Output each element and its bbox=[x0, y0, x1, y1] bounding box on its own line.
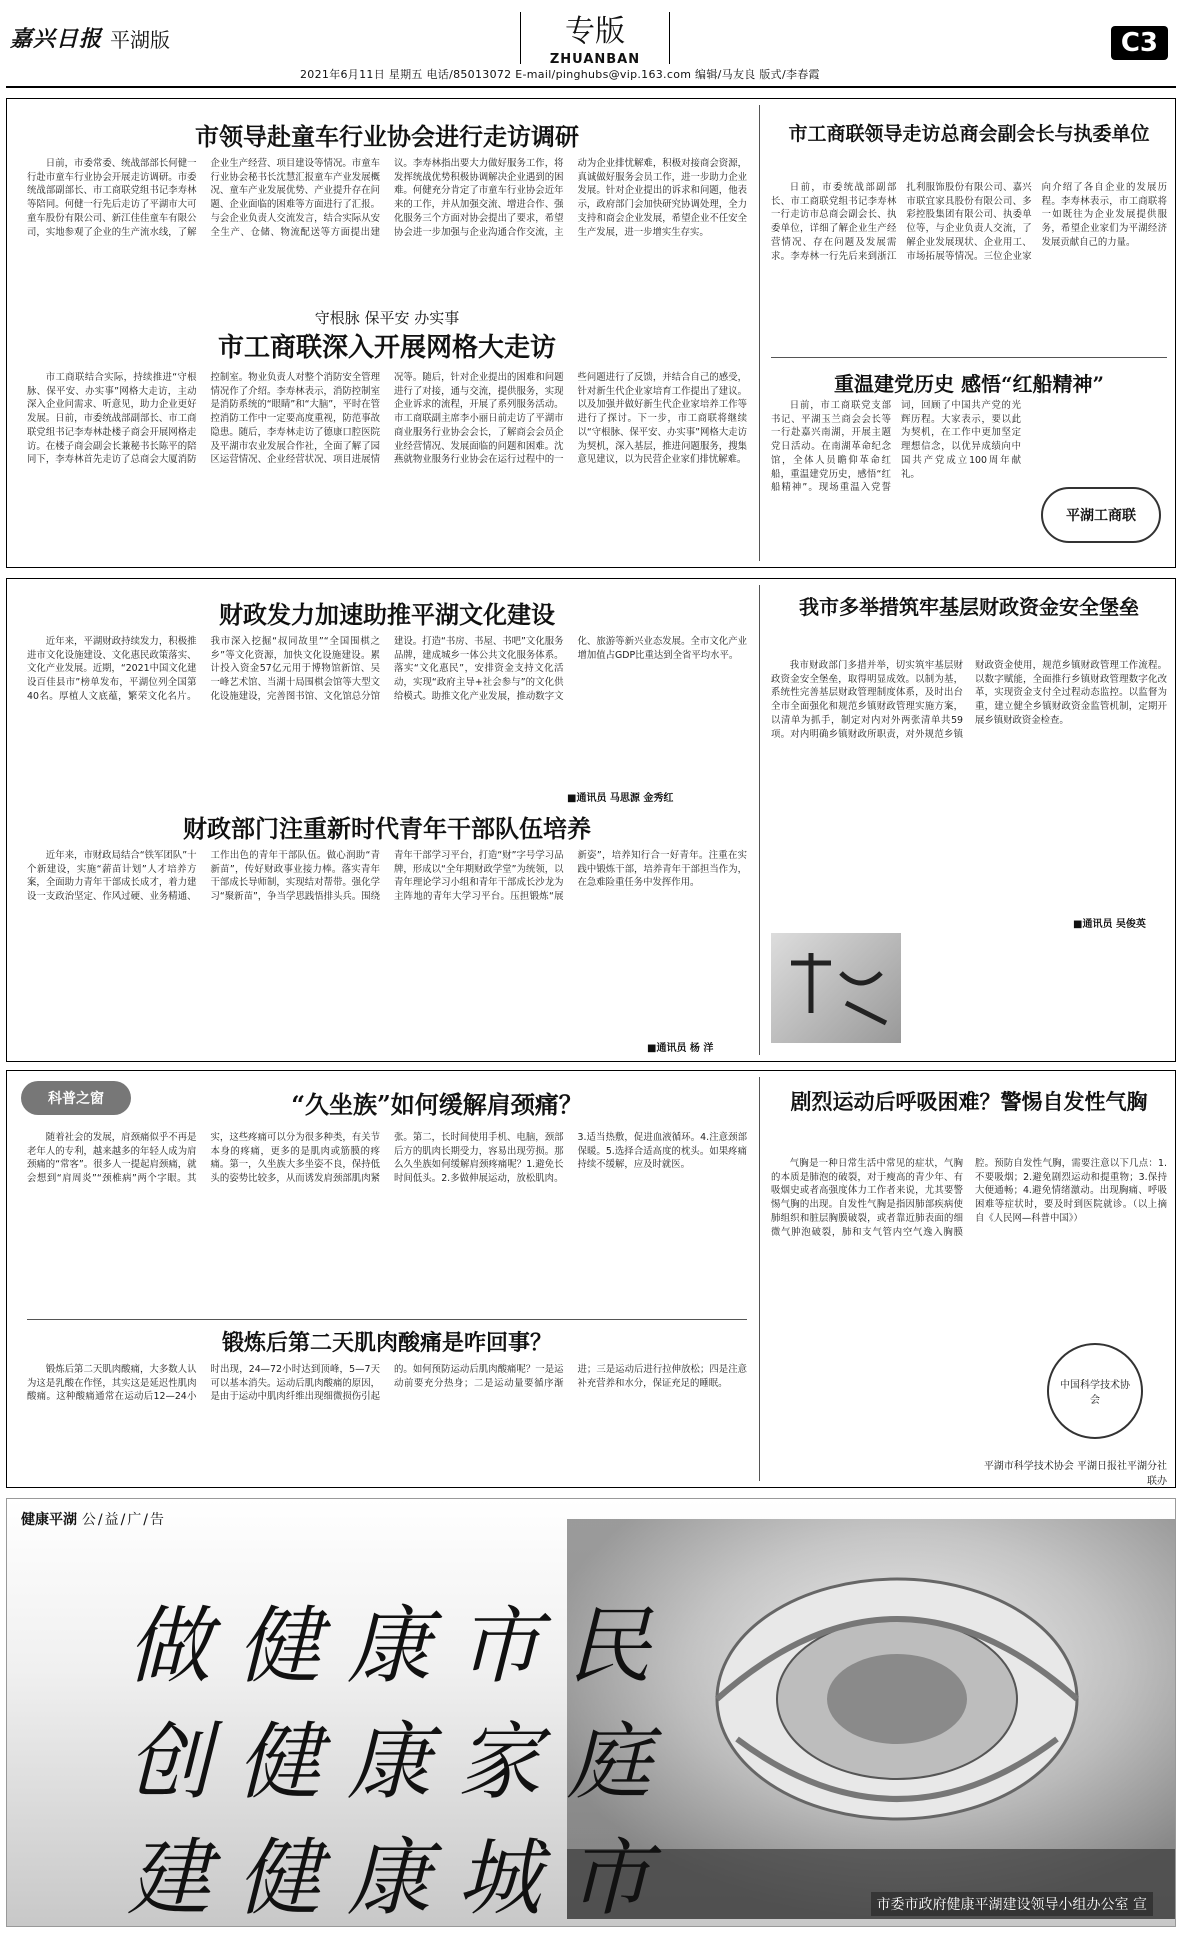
article-body: 近年来，平湖财政持续发力，积极推进市文化设施建设、文化惠民政策落实、文化产业发展。近期，“2021中国文化建设百佳县市”榜单发布，平湖位列全国第40名。厚植人文底蕴，繁荣文化名片。我市深入挖掘“叔同故里”“全国围棋之乡”等文化资源，加快文化设施建设。累计投入资金57亿元用于博物馆新馆、吴一峰艺术馆、当湖十局围棋会馆等大型文化设施建设，完善图书馆、文化馆总分馆建设。打造“书房、书屋、书吧”文化服务品牌，建成城乡一体公共文化服务体系。落实“文化惠民”，安排资金支持文化活动，实现“政府主导+社会参与”的文化供给模式。助推文化产业发展，推动数字文化、旅游等新兴业态发展。全市文化产业增加值占GDP比重达到全省平均水平。 bbox=[27, 636, 747, 702]
cast-logo-text: 中国科学技术协会 bbox=[1060, 1380, 1130, 1406]
headline-neck-pain: “久坐族”如何缓解肩颈痛？ bbox=[291, 1090, 583, 1119]
section-box-federation bbox=[6, 98, 1176, 568]
federation-logo bbox=[1041, 487, 1161, 543]
byline: ■通讯员 马思源 金秀红 bbox=[567, 793, 674, 804]
article-body: 日前，市工商联党支部书记、平湖玉兰商会会长等一行赴嘉兴南湖，开展主题党日活动。在南湖革命纪念馆，全体人员瞻仰革命红船，重温建党历史，感悟“红船精神”。现场重温入党誓词，回顾了中国共产党的光辉历程。大家表示，要以此为契机，在工作中更加坚定理想信念，以优异成绩向中国共产党成立100周年献礼。 bbox=[771, 400, 1021, 494]
headline-red-boat: 重温建党历史 感悟“红船精神” bbox=[771, 357, 1167, 397]
ad-label-sub: 公/益/广/告 bbox=[81, 1512, 167, 1528]
calligraphy-icon bbox=[771, 933, 901, 1043]
cast-logo bbox=[1047, 1343, 1143, 1439]
kicker: 守根脉 保平安 办实事 bbox=[314, 309, 460, 327]
column-divider bbox=[759, 105, 760, 561]
co-organizer-credit: 平湖市科学技术协会 平湖日报社平湖分社 联办 bbox=[983, 1461, 1167, 1487]
article-body: 市工商联结合实际，持续推进“守根脉、保平安、办实事”网格大走访，主动深入企业问需求、听意见，助力企业更好发展。日前，市委统战部副部长、市工商联党组书记李寿林赴楼子商会开展网格走访。在楼子商会副会长兼秘书长陈平的陪同下，李寿林首先走访了总商会大厦消防控制室。物业负责人对整个消防安全管理情况作了介绍。李寿林表示，消防控制室是消防系统的“眼睛”和“大脑”，平时在管控消防工作中一定要高度重视，防范事故隐患。随后，李寿林走访了德康口腔医院及平湖市农业发展合作社，全面了解了园区运营情况、企业经营状况、项目进展情况等。随后，针对企业提出的困难和问题进行了对接，通与交流，提供服务，实现企业诉求的流程，开展了系列服务活动。市工商联副主席李小丽日前走访了平湖市商业服务行业协会会长，了解商会会员企业经营情况、发展面临的问题和困难。沈燕就物业服务行业协会在运行过程中的一些问题进行了反馈，并结合自己的感受，针对新生代企业家培育工作提出了建议。以及加强并做好新生代企业家培养工作等进行了探讨。下一步，市工商联将继续以“守根脉、保平安、办实事”网格大走访为契机，深入基层，推进问题服务，搜集意见建议，以为民营企业家们排忧解难。 bbox=[27, 372, 747, 466]
section-box-finance bbox=[6, 578, 1176, 1062]
calligraphy-image bbox=[771, 933, 901, 1043]
article-body: 气胸是一种日常生活中常见的症状，气胸的本质是肺泡的破裂，对于瘦高的青少年、有吸烟史或者高强度体力工作者来说，尤其要警惕气胸的出现。自发性气胸是指因肺部疾病使肺组织和脏层胸膜破裂，或者靠近肺表面的细微气肿泡破裂，肺和支气管内空气逸入胸膜腔。预防自发性气胸，需要注意以下几点：1.不要吸烟；2.避免剧烈运动和提重物；3.保持大便通畅；4.避免情绪激动。出现胸痛、呼吸困难等症状时，要及时到医院就诊。（以上摘自《人民网—科普中国》） bbox=[771, 1158, 1167, 1238]
page-number: C3 bbox=[1111, 26, 1168, 60]
ad-footer: 市委市政府健康平湖建设领导小组办公室 宣 bbox=[871, 1892, 1153, 1916]
article-body: 随着社会的发展，肩颈痛似乎不再是老年人的专利，越来越多的年轻人成为肩颈痛的“常客”。很多人一提起肩颈痛，就会想到“肩周炎”“颈椎病”两个字眼。其实，这些疼痛可以分为很多种类，有关节本身的疼痛，更多的是肌肉或筋膜的疼痛。第一，久坐族大多坐姿不良，保持低头的姿势比较多，从而诱发肩颈部肌肉紧张。第二，长时间使用手机、电脑，颈部后方的肌肉长期受力，容易出现劳损。那么久坐族如何缓解肩颈疼痛呢？1.避免长时间低头。2.多做伸展运动，放松肌肉。3.适当热敷，促进血液循环。4.注意颈部保暖。5.选择合适高度的枕头。如果疼痛持续不缓解，应及时就医。 bbox=[27, 1132, 747, 1185]
headline-youth-cadre: 财政部门注重新时代青年干部队伍培养 bbox=[183, 814, 591, 843]
headline-muscle-soreness: 锻炼后第二天肌肉酸痛是咋回事？ bbox=[27, 1319, 747, 1357]
column-label bbox=[21, 1081, 131, 1115]
column-label-text: 科普之窗 bbox=[48, 1091, 104, 1107]
federation-logo-text: 平湖工商联 bbox=[1066, 508, 1136, 524]
section-header bbox=[520, 12, 670, 67]
slogan-line-1: 做健康市民 bbox=[127, 1597, 678, 1695]
headline-grid-visit: 市工商联深入开展网格大走访 bbox=[217, 333, 556, 363]
issue-meta: 2021年6月11日 星期五 电话/85013072 E-mail/pinghubs@vip.163.com 编辑/马友良 版式/李春霞 bbox=[300, 68, 820, 81]
article-body: 近年来，市财政局结合“铁军团队”十个新建设，实施“薪苗计划”人才培养方案，全面助力青年干部成长成才，着力建设一支政治坚定、作风过硬、业务精通、工作出色的青年干部队伍。做心润助“青新苗”，传好财政事业接力棒。落实青年干部成长导师制，实现结对帮带。强化学习“聚新苗”，争当学思践悟排头兵。围绕青年干部学习平台，打造“财”字号学习品牌，形成以“全年期财政学堂”为统领，以青年理论学习小组和青年干部成长沙龙为主阵地的青年大学习平台。压担锻炼“展新姿”，培养知行合一好青年。注重在实践中锻炼干部，培养青年干部担当作为，在急难险重任务中发挥作用。 bbox=[27, 850, 747, 903]
byline: ■通讯员 杨 洋 bbox=[647, 1043, 714, 1054]
article-body: 日前，市委统战部副部长、市工商联党组书记李寿林一行走访市总商会副会长、执委单位，详细了解企业生产经营情况、存在问题及发展需求。李寿林一行先后来到浙江扎利服饰股份有限公司、嘉兴市联宜家具股份有限公司、多彩控股集团有限公司、执委单位等，与企业负责人交流，了解企业发展现状、企业用工、市场拓展等情况。三位企业家向介绍了各自企业的发展历程。李寿林表示，市工商联将一如既往为企业发展提供服务，希望企业家们为平湖经济发展贡献自己的力量。 bbox=[771, 182, 1167, 262]
slogan-line-3: 建健康城市 bbox=[127, 1829, 678, 1927]
headline-fund-safety: 我市多举措筑牢基层财政资金安全堡垒 bbox=[799, 595, 1139, 619]
section-box-science bbox=[6, 1070, 1176, 1488]
column-divider bbox=[759, 1077, 760, 1481]
slogan-line-2: 创健康家庭 bbox=[127, 1713, 678, 1811]
headline-chamber-visit: 市工商联领导走访总商会副会长与执委单位 bbox=[788, 123, 1150, 145]
article-body: 日前，市委常委、统战部部长何健一行赴市童车行业协会开展走访调研。市委统战部副部长、市工商联党组书记李寿林等陪同。何健一行先后走访了平湖市大可童车股份有限公司、新江佳佳童车有限公司，实地参观了企业的生产流水线，了解企业生产经营、项目建设等情况。市童车行业协会秘书长沈慧汇报童车产业发展概况、童车产业发展优势、产业提升存在问题、企业面临的困难等方面进行了汇报。与会企业负责人交流发言，结合实际从安全生产、仓储、物流配送等方面提出建议。李寿林指出要大力做好服务工作，将发挥统战优势积极协调解决企业遇到的困难。何健充分肯定了市童车行业协会近年来的工作，并从加强交流、增进合作、强化服务三个方面对协会提出了要求，希望协会进一步加强与企业沟通合作交流，主动为企业排忧解难，积极对接商会资源，真诚做好服务会员工作，进一步助力企业发展。针对企业提出的诉求和问题，他表示，政府部门会加快研究协调处理，全力支持和商会企业发展，希望企业不任安全生产发展，进一步增实生存实。 bbox=[27, 158, 747, 238]
section-title: 专版 bbox=[565, 14, 625, 49]
newspaper-logo: 嘉兴日报 bbox=[10, 26, 103, 52]
byline: ■通讯员 吴俊英 bbox=[1073, 919, 1146, 930]
section-subtitle: ZHUANBAN bbox=[549, 52, 641, 67]
headline-finance-culture: 财政发力加速助推平湖文化建设 bbox=[219, 600, 555, 629]
public-service-ad bbox=[6, 1498, 1176, 1927]
masthead-rule bbox=[6, 86, 1176, 88]
headline-visit-toy-assoc: 市领导赴童车行业协会进行走访调研 bbox=[195, 122, 579, 151]
column-divider bbox=[759, 585, 760, 1055]
edition-label: 平湖版 bbox=[110, 28, 170, 52]
ad-label bbox=[21, 1509, 166, 1529]
ad-label-title: 健康平湖 bbox=[21, 1512, 77, 1528]
masthead bbox=[0, 0, 1182, 80]
article-body: 锻炼后第二天肌肉酸痛，大多数人认为这是乳酸在作怪，其实这是延迟性肌肉酸痛。这种酸痛通常在运动后12—24小时出现，24—72小时达到顶峰，5—7天可以基本消失。运动后肌肉酸痛的原因，是由于运动中肌肉纤维出现细微损伤引起的。如何预防运动后肌肉酸痛呢？一是运动前要充分热身；二是运动量要循序渐进；三是运动后进行拉伸放松；四是注意补充营养和水分，保证充足的睡眠。 bbox=[27, 1364, 747, 1403]
article-body: 我市财政部门多措并举，切实筑牢基层财政资金安全堡垒，取得明显成效。以制为基，系统性完善基层财政管理制度体系，及时出台全市全面强化和规范乡镇财政管理实施方案，以清单为抓手，制定对内对外两张清单共59项。对内明确乡镇财政所职责，对外规范乡镇财政资金使用，规范乡镇财政管理工作流程。以数字赋能，全面推行乡镇财政管理数字化改革，实现资金支付全过程动态监控。以监督为重，建立健全乡镇财政资金监管机制，定期开展乡镇财政资金检查。 bbox=[771, 660, 1167, 740]
headline-pneumothorax: 剧烈运动后呼吸困难？警惕自发性气胸 bbox=[790, 1089, 1148, 1114]
